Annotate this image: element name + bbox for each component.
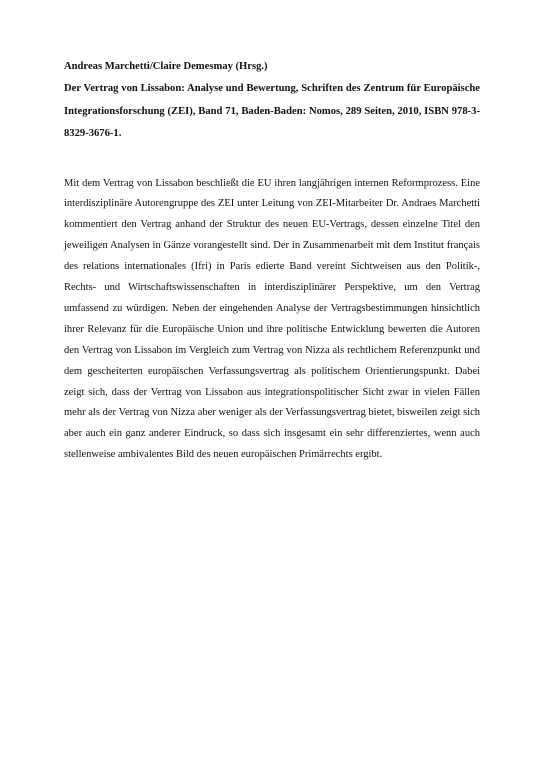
book-citation: Der Vertrag von Lissabon: Analyse und Bewertung, Schriften des Zentrum für Europäische Integrationsforschung (ZEI), Band 71, Baden-Baden: Nomos, 289 Seiten, 2010, ISBN 978-3-8329-3676-1. <box>64 83 480 139</box>
document-page <box>64 56 480 466</box>
author-line: Andreas Marchetti/Claire Demesmay (Hrsg.) <box>64 61 268 72</box>
review-body-paragraph: Mit dem Vertrag von Lissabon beschließt die EU ihren langjährigen internen Reformprozess. Eine interdisziplinäre Autorengruppe des ZEI unter Leitung von ZEI-Mitarbeiter Dr. Andraes Marchetti kommentiert den Vertrag anhand der Struktur des neuen EU-Vertrags, dessen einzelne Titel den jeweiligen Analysen in Gänze vorangestellt sind. Der in Zusammenarbeit mit dem Institut français des relations internationales (Ifri) in Paris edierte Band vereint Sichtweisen aus den Politik-, Rechts- und Wirtschaftswissenschaften in interdisziplinärer Perspektive, um den Vertrag umfassend zu würdigen. Neben der eingehenden Analyse der Vertragsbestimmungen hinsichtlich ihrer Relevanz für die Europäische Union und ihre politische Entwicklung bewerten die Autoren den Vertrag von Lissabon im Vergleich zum Vertrag von Nizza als rechtlichem Referenzpunkt und dem gescheiterten europäischen Verfassungsvertrag als politischem Orientierungspunkt. Dabei zeigt sich, dass der Vertrag von Lissabon aus integrationspolitischer Sicht zwar in vielen Fällen mehr als der Vertrag von Nizza aber weniger als der Verfassungsvertrag bietet, bisweilen zeigt sich aber auch ein ganz anderer Eindruck, so dass sich insgesamt ein sehr differenziertes, wenn auch stellenweise ambivalentes Bild des neuen europäischen Primärrechts ergibt. <box>64 177 480 461</box>
